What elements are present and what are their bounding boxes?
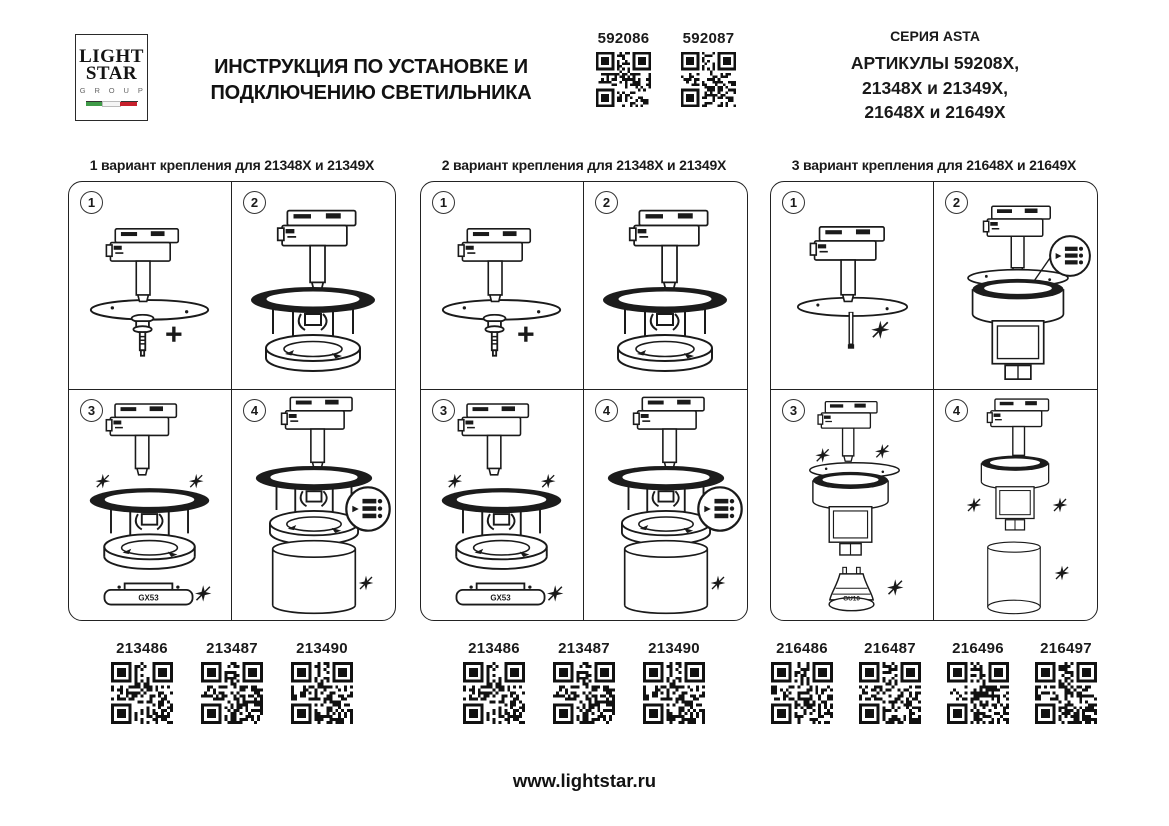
mount-ring-drawing	[251, 287, 375, 371]
track-adapter-drawing	[458, 404, 528, 475]
panel-3-box	[770, 181, 1098, 621]
qr-label: 213486	[116, 640, 168, 657]
step-illustration	[934, 390, 1097, 620]
shade-cylinder-drawing	[625, 541, 708, 614]
screw-arrow-icon	[875, 444, 890, 459]
panel-3-qr-group	[764, 640, 1104, 724]
terminal-connector-icon	[698, 487, 741, 530]
panel-1-title: 1 вариант крепления для 21348X и 21349X	[89, 157, 375, 173]
step-illustration	[69, 390, 231, 620]
threaded-rod-drawing	[848, 312, 854, 349]
qr-figure	[771, 640, 833, 724]
qr-figure	[291, 640, 353, 724]
articles-line3: 21648X и 21649X	[864, 102, 1006, 122]
series-info	[840, 28, 1030, 125]
lightstar-logo	[75, 34, 148, 121]
track-adapter-drawing	[987, 399, 1048, 461]
panel-1-step-2	[232, 182, 395, 390]
qr-code-icon	[947, 662, 1009, 724]
step-number-badge: 1	[432, 191, 455, 214]
step-number-badge: 4	[243, 399, 266, 422]
qr-label: 592086	[597, 30, 650, 47]
logo-text-group: G R O U P	[79, 86, 147, 95]
qr-label: 213486	[468, 640, 520, 657]
logo-text-star: STAR	[85, 63, 138, 84]
panel-3-step-1	[771, 182, 934, 390]
step-number-badge: 2	[243, 191, 266, 214]
panel-2-title: 2 вариант крепления для 21348X и 21349X	[441, 157, 727, 173]
step-number-badge: 3	[80, 399, 103, 422]
panel-3-step-3	[771, 390, 934, 620]
screw-arrow-icon	[195, 585, 211, 601]
qr-code-icon	[1035, 662, 1097, 724]
panel-3-title: 3 вариант крепления для 21648X и 21649X	[791, 157, 1077, 173]
step-number-badge: 4	[595, 399, 618, 422]
qr-figure	[1035, 640, 1097, 724]
track-adapter-drawing	[278, 211, 356, 290]
step-illustration	[232, 390, 395, 620]
mount-ring-drawing	[603, 287, 727, 371]
screw-arrow-icon	[711, 576, 726, 591]
lamp-type-label: GU10	[843, 595, 860, 603]
track-adapter-drawing	[818, 402, 877, 462]
qr-label: 216486	[776, 640, 828, 657]
gu10-lamp-drawing	[829, 567, 874, 610]
qr-figure	[859, 640, 921, 724]
mount-variant-3-panel	[770, 157, 1098, 621]
qr-figure	[947, 640, 1009, 724]
screw-arrow-icon	[189, 474, 204, 489]
step-number-badge: 2	[595, 191, 618, 214]
italian-flag-stripe	[86, 101, 138, 106]
panel-1-step-4	[232, 390, 395, 620]
qr-label: 216496	[952, 640, 1004, 657]
flag-red	[120, 102, 137, 106]
panel-2-step-4	[584, 390, 747, 620]
screw-arrow-icon	[815, 448, 830, 463]
spot-housing-drawing	[973, 279, 1064, 379]
qr-code-icon	[596, 52, 651, 107]
spot-housing-drawing	[981, 456, 1048, 530]
screw-stack-drawing	[484, 315, 506, 356]
qr-figure-592086	[596, 30, 651, 107]
qr-label: 213487	[558, 640, 610, 657]
step-illustration	[421, 390, 583, 620]
step-number-badge: 4	[945, 399, 968, 422]
panel-2-step-3	[421, 390, 584, 620]
lamp-type-label: GX53	[138, 593, 159, 603]
shade-cylinder-drawing	[273, 541, 356, 614]
panel-3-step-4	[934, 390, 1097, 620]
lamp-type-label: GX53	[490, 593, 511, 603]
screw-stack-drawing	[132, 315, 154, 356]
page-title-line2: ПОДКЛЮЧЕНИЮ СВЕТИЛЬНИКА	[210, 82, 532, 104]
track-adapter-drawing	[106, 404, 176, 475]
qr-figure	[553, 640, 615, 724]
terminal-connector-icon	[346, 487, 389, 530]
qr-code-icon	[643, 662, 705, 724]
qr-label: 216487	[864, 640, 916, 657]
qr-code-icon	[771, 662, 833, 724]
track-adapter-drawing	[984, 206, 1051, 274]
mount-ring-drawing	[442, 488, 561, 569]
panel-2-qr-group	[420, 640, 748, 724]
step-number-badge: 3	[782, 399, 805, 422]
articles-line2: 21348X и 21349X,	[861, 77, 1008, 98]
qr-code-icon	[201, 662, 263, 724]
spot-housing-drawing	[813, 472, 888, 555]
mount-ring-drawing	[90, 488, 209, 569]
qr-label: 213487	[206, 640, 258, 657]
flag-green	[86, 102, 103, 106]
track-adapter-drawing	[282, 397, 352, 468]
screw-arrow-icon	[547, 585, 563, 601]
screw-arrow-icon	[96, 474, 111, 489]
panel-2-step-1	[421, 182, 584, 390]
panel-1-box	[68, 181, 396, 621]
qr-figure	[111, 640, 173, 724]
articles-line1: АРТИКУЛЫ 59208X,	[850, 53, 1020, 73]
website-url: www.lightstar.ru	[512, 770, 657, 791]
screw-arrow-icon	[887, 579, 903, 595]
qr-label: 216497	[1040, 640, 1092, 657]
page-title	[176, 54, 566, 106]
logo-text-light: LIGHT	[79, 46, 144, 67]
header-qr-group	[596, 30, 736, 107]
screw-arrow-icon	[448, 474, 463, 489]
page-title-line1: ИНСТРУКЦИЯ ПО УСТАНОВКЕ И	[214, 56, 528, 78]
panel-1-step-3	[69, 390, 232, 620]
step-number-badge: 3	[432, 399, 455, 422]
tall-shade-cylinder-drawing	[988, 542, 1041, 614]
terminal-connector-icon	[1050, 236, 1090, 276]
mount-variant-2-panel	[420, 157, 748, 621]
step-number-badge: 1	[80, 191, 103, 214]
qr-label: 592087	[682, 30, 735, 47]
screw-head-icon	[166, 327, 181, 342]
step-illustration	[771, 390, 933, 620]
track-adapter-drawing	[458, 229, 530, 302]
panel-2-box	[420, 181, 748, 621]
qr-code-icon	[111, 662, 173, 724]
qr-figure	[643, 640, 705, 724]
step-number-badge: 1	[782, 191, 805, 214]
qr-code-icon	[463, 662, 525, 724]
screw-arrow-icon	[871, 321, 889, 339]
track-adapter-drawing	[106, 229, 178, 302]
screw-arrow-icon	[967, 498, 982, 513]
qr-label: 213490	[648, 640, 700, 657]
track-adapter-drawing	[630, 211, 708, 290]
screw-arrow-icon	[541, 474, 556, 489]
step-illustration	[584, 390, 747, 620]
screw-arrow-icon	[1055, 566, 1070, 581]
qr-code-icon	[553, 662, 615, 724]
track-adapter-drawing	[810, 227, 884, 302]
qr-figure	[201, 640, 263, 724]
qr-label: 213490	[296, 640, 348, 657]
panel-1-step-1	[69, 182, 232, 390]
screw-head-icon	[518, 327, 533, 342]
qr-code-icon	[291, 662, 353, 724]
qr-figure	[463, 640, 525, 724]
qr-figure-592087	[681, 30, 736, 107]
screw-arrow-icon	[1053, 498, 1068, 513]
panel-1-qr-group	[68, 640, 396, 724]
series-name: СЕРИЯ ASTA	[890, 28, 980, 44]
flag-white	[103, 102, 120, 106]
track-adapter-drawing	[634, 397, 704, 468]
qr-code-icon	[859, 662, 921, 724]
screw-arrow-icon	[359, 576, 374, 591]
panel-3-step-2	[934, 182, 1097, 390]
panel-2-step-2	[584, 182, 747, 390]
step-number-badge: 2	[945, 191, 968, 214]
qr-code-icon	[681, 52, 736, 107]
mount-variant-1-panel	[68, 157, 396, 621]
